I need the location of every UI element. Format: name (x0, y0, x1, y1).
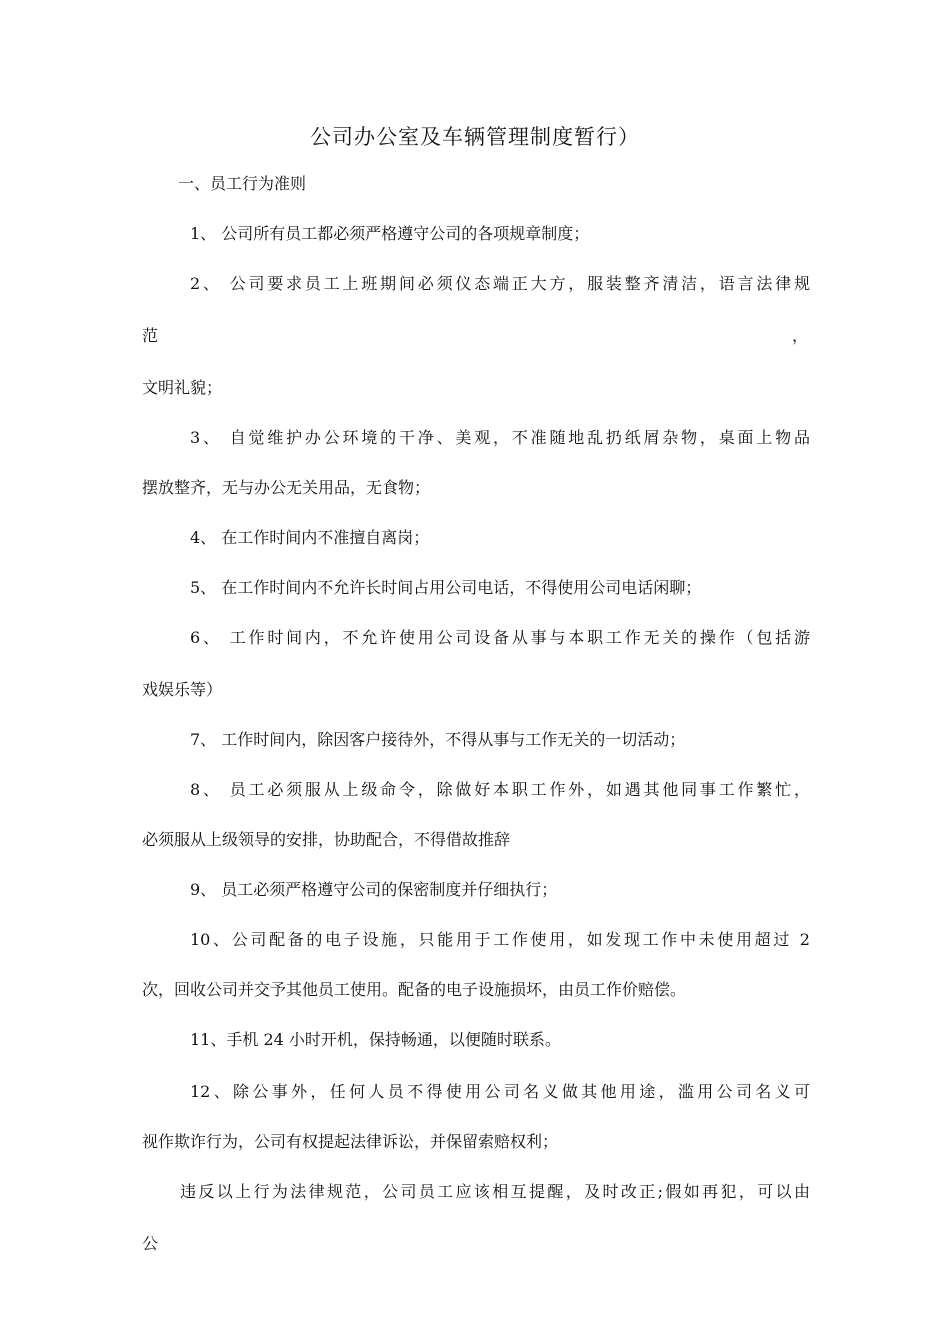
paragraph-line: 违反以上行为法律规范，公司员工应该相互提醒，及时改正;假如再犯，可以由 (180, 1182, 810, 1201)
paragraph-line: 范 (142, 326, 159, 345)
paragraph-punctuation: ， (792, 326, 809, 345)
paragraph-line: 10、公司配备的电子设施，只能用于工作使用，如发现工作中未使用超过 2 (190, 930, 810, 949)
paragraph-line: 次，回收公司并交予其他员工使用。配备的电子设施损坏，由员工作价赔偿。 (142, 980, 687, 999)
paragraph-line: 文明礼貌； (142, 378, 223, 397)
paragraph-line: 戏娱乐等） (142, 680, 223, 699)
paragraph-line: 4、 在工作时间内不准擅自离岗； (190, 528, 430, 547)
paragraph-line: 9、 员工必须严格遵守公司的保密制度并仔细执行； (190, 880, 558, 899)
paragraph-line: 公 (142, 1234, 159, 1253)
paragraph-line: 11、手机 24 小时开机，保持畅通，以便随时联系。 (190, 1030, 561, 1049)
paragraph-line: 视作欺诈行为，公司有权提起法律诉讼，并保留索赔权利； (142, 1132, 559, 1151)
paragraph-line: 必须服从上级领导的安排，协助配合，不得借故推辞 (142, 830, 511, 849)
paragraph-line: 5、 在工作时间内不允许长时间占用公司电话，不得使用公司电话闲聊； (190, 578, 702, 597)
paragraph-line: 2、 公司要求员工上班期间必须仪态端正大方，服装整齐清洁，语言法律规 (190, 274, 810, 293)
section-heading: 一、员工行为准则 (178, 174, 307, 193)
paragraph-line: 3、 自觉维护办公环境的干净、美观，不准随地乱扔纸屑杂物，桌面上物品 (190, 428, 810, 447)
paragraph-line: 1、 公司所有员工都必须严格遵守公司的各项规章制度； (190, 224, 590, 243)
paragraph-line: 7、 工作时间内，除因客户接待外，不得从事与工作无关的一切活动； (190, 730, 686, 749)
paragraph-line: 12、除公事外，任何人员不得使用公司名义做其他用途，滥用公司名义可 (190, 1082, 810, 1101)
paragraph-line: 6、 工作时间内，不允许使用公司设备从事与本职工作无关的操作（包括游 (190, 628, 810, 647)
document-title: 公司办公室及车辆管理制度暂行） (310, 125, 640, 149)
paragraph-line: 摆放整齐，无与办公无关用品，无食物； (142, 478, 431, 497)
paragraph-line: 8、 员工必须服从上级命令，除做好本职工作外，如遇其他同事工作繁忙， (190, 780, 810, 799)
